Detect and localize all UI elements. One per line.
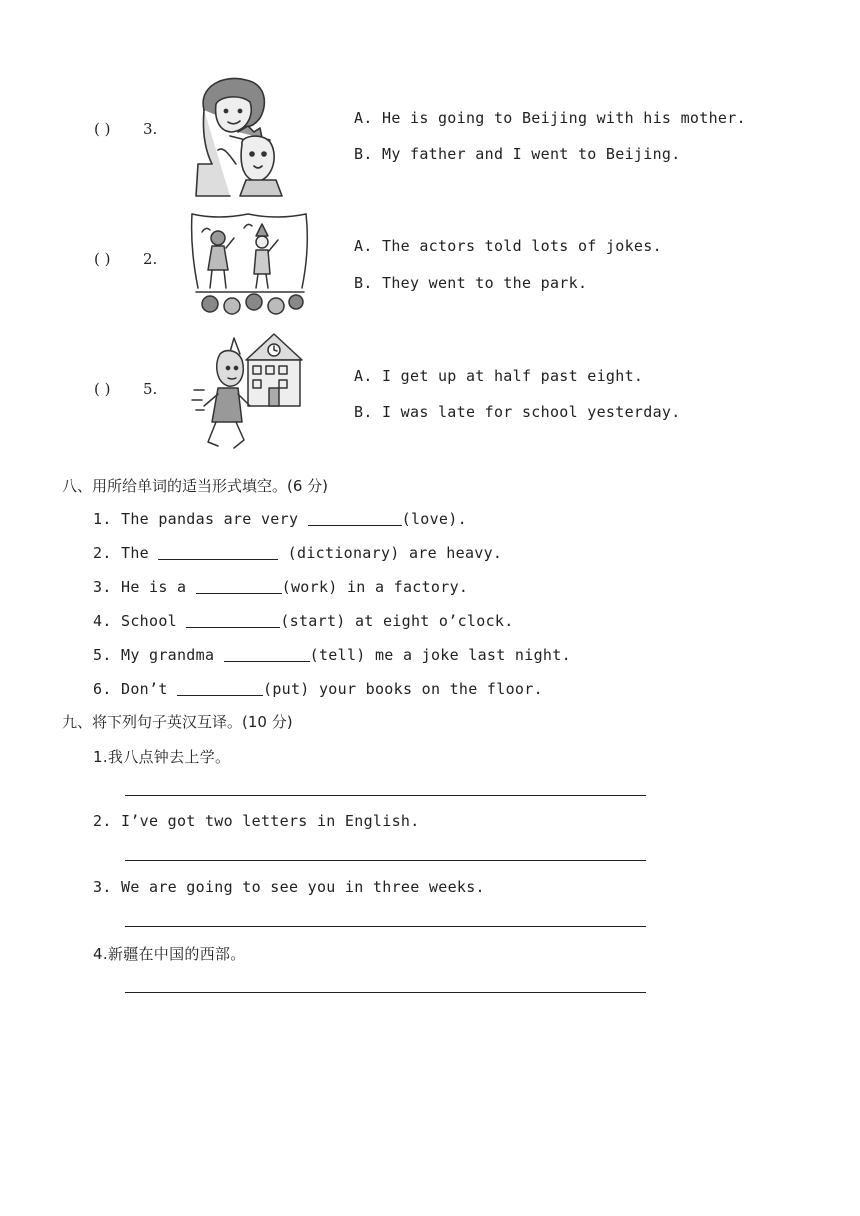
option-a: A. He is going to Beijing with his mother. [354, 109, 746, 127]
answer-bracket[interactable]: ( ) [94, 380, 111, 398]
option-b: B. I was late for school yesterday. [354, 403, 681, 421]
answer-blank[interactable] [177, 681, 263, 696]
item-text-before: 5. My grandma [93, 646, 224, 664]
question-number: 3. [143, 120, 158, 138]
item-text-after: (tell) me a joke last night. [309, 646, 571, 664]
option-a: A. I get up at half past eight. [354, 367, 644, 385]
fill-in-item-1 [93, 510, 467, 528]
item-text-after: (put) your books on the floor. [262, 680, 543, 698]
item-text-before: 1. The pandas are very [93, 510, 308, 528]
option-b: B. My father and I went to Beijing. [354, 145, 681, 163]
question-number: 2. [143, 250, 158, 268]
fill-in-item-3 [93, 578, 468, 596]
answer-blank[interactable] [158, 545, 278, 560]
question-number: 5. [143, 380, 158, 398]
item-text-after: (work) in a factory. [281, 578, 469, 596]
answer-line[interactable] [125, 860, 646, 861]
translation-item-1: 1.我八点钟去上学。 [93, 748, 231, 766]
answer-line[interactable] [125, 795, 646, 796]
translation-item-2: 2. I’ve got two letters in English. [93, 812, 420, 830]
fill-in-item-6 [93, 680, 543, 698]
item-text-after: (dictionary) are heavy. [278, 544, 503, 562]
answer-line[interactable] [125, 926, 646, 927]
option-a: A. The actors told lots of jokes. [354, 237, 662, 255]
answer-bracket[interactable]: ( ) [94, 120, 111, 138]
answer-blank[interactable] [186, 613, 280, 628]
item-text-after: (start) at eight o’clock. [280, 612, 514, 630]
item-text-before: 3. He is a [93, 578, 196, 596]
answer-blank[interactable] [224, 647, 310, 662]
item-text-after: (love). [401, 510, 467, 528]
mother-and-boy-picture [190, 74, 286, 198]
answer-bracket[interactable]: ( ) [94, 250, 111, 268]
fill-in-item-5 [93, 646, 571, 664]
item-text-before: 4. School [93, 612, 187, 630]
item-text-before: 2. The [93, 544, 159, 562]
late-for-school-picture [190, 330, 306, 456]
answer-blank[interactable] [308, 511, 402, 526]
option-b: B. They went to the park. [354, 274, 588, 292]
section-9-title: 九、将下列句子英汉互译。(10 分) [62, 713, 293, 731]
section-8-title: 八、用所给单词的适当形式填空。(6 分) [62, 477, 329, 495]
fill-in-item-4 [93, 612, 514, 630]
translation-item-4: 4.新疆在中国的西部。 [93, 945, 246, 963]
fill-in-item-2 [93, 544, 502, 562]
answer-blank[interactable] [196, 579, 282, 594]
answer-line[interactable] [125, 992, 646, 993]
item-text-before: 6. Don’t [93, 680, 177, 698]
actors-on-stage-picture [188, 208, 310, 318]
translation-item-3: 3. We are going to see you in three weeks. [93, 878, 485, 896]
